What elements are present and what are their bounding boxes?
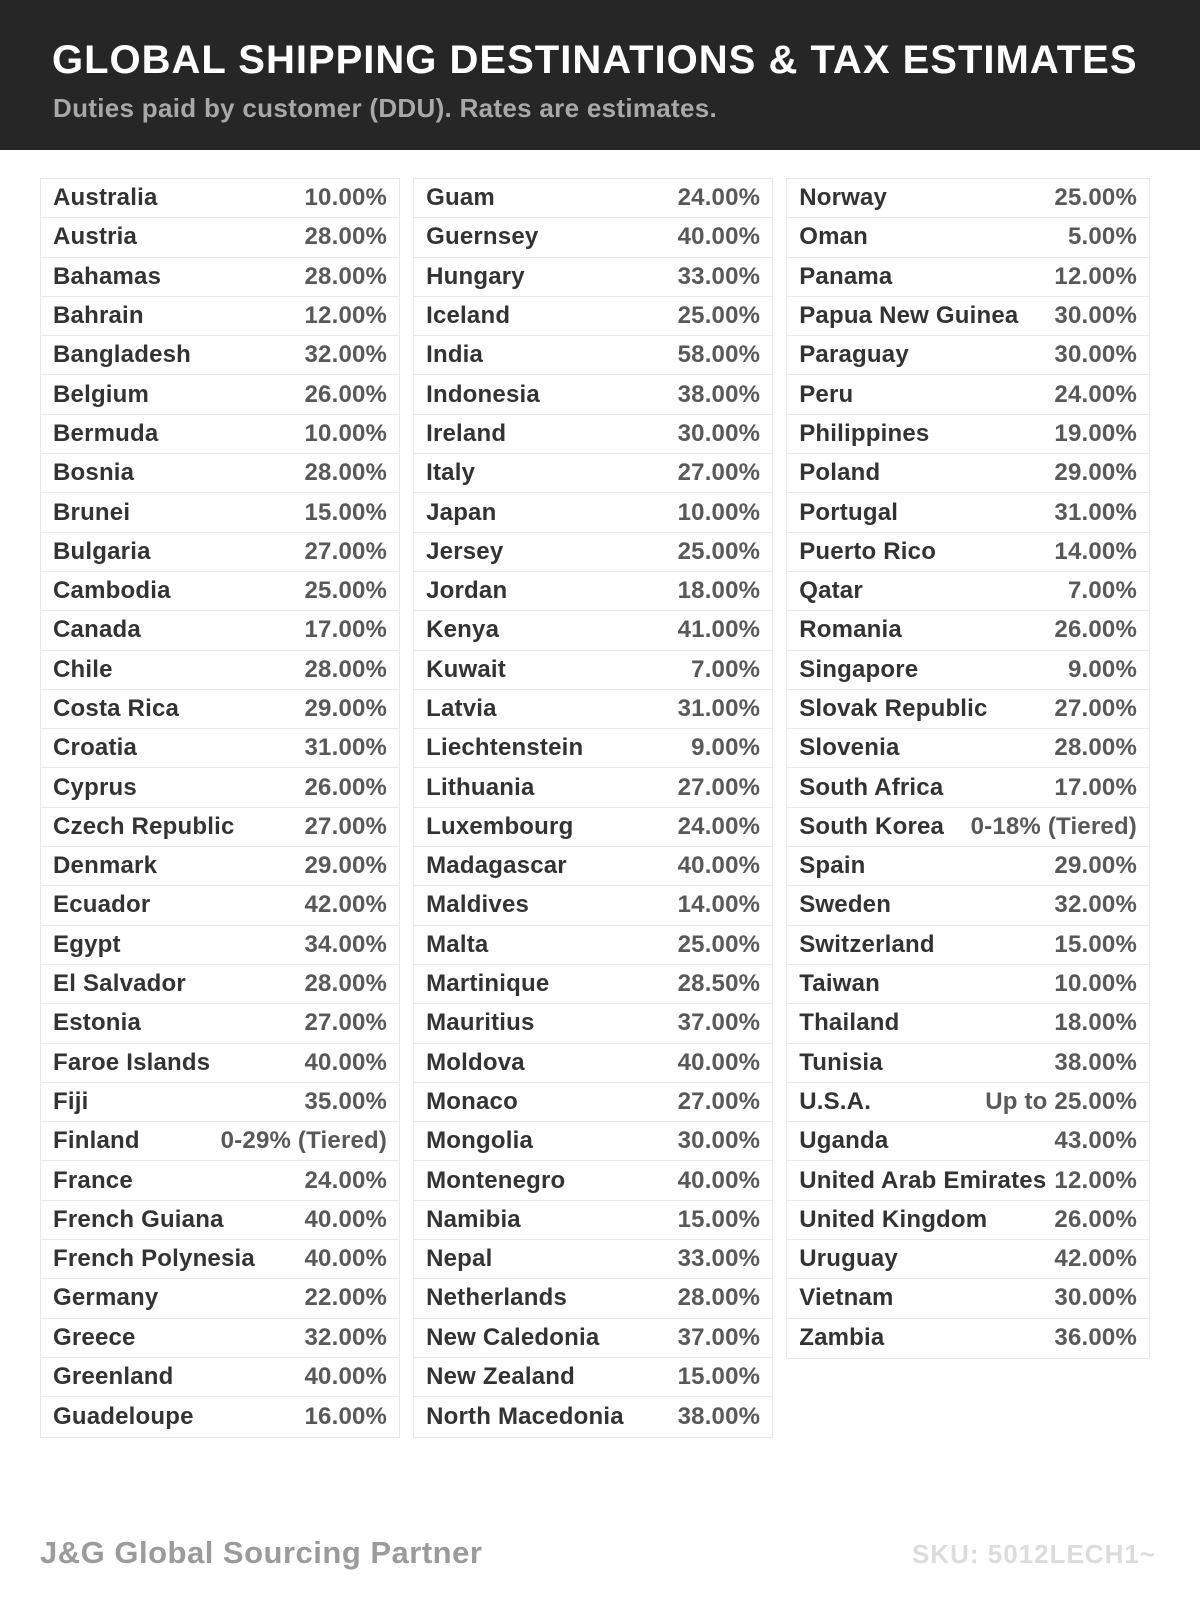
tax-rate: 32.00% bbox=[1054, 891, 1137, 919]
country-name: Greece bbox=[53, 1323, 136, 1351]
country-name: Poland bbox=[799, 459, 881, 487]
country-name: Ecuador bbox=[53, 891, 151, 919]
table-row bbox=[787, 611, 1149, 650]
tax-rate: 0-18% (Tiered) bbox=[970, 812, 1137, 840]
country-name: Estonia bbox=[53, 1009, 142, 1037]
table-row bbox=[41, 493, 399, 532]
country-name: Singapore bbox=[799, 655, 919, 683]
tax-rate: 16.00% bbox=[304, 1402, 388, 1430]
table-row bbox=[41, 375, 399, 414]
country-name: France bbox=[53, 1166, 133, 1194]
table-row bbox=[414, 375, 772, 414]
tax-rates-table bbox=[40, 178, 1150, 1438]
country-name: New Zealand bbox=[426, 1363, 576, 1391]
table-row bbox=[414, 297, 772, 336]
tax-rate: 58.00% bbox=[677, 341, 761, 369]
tax-rate: 29.00% bbox=[1054, 852, 1137, 880]
table-row bbox=[414, 729, 772, 768]
table-row bbox=[787, 651, 1149, 690]
country-name: South Korea bbox=[799, 812, 945, 840]
country-name: Uganda bbox=[799, 1127, 889, 1155]
table-row bbox=[787, 375, 1149, 414]
country-name: Malta bbox=[426, 930, 489, 958]
table-row bbox=[787, 1279, 1149, 1318]
tax-rate: 42.00% bbox=[304, 891, 388, 919]
table-row bbox=[414, 1240, 772, 1279]
tax-rate: 28.00% bbox=[304, 262, 388, 290]
tax-rate: 7.00% bbox=[1067, 577, 1137, 605]
tax-rate: 40.00% bbox=[304, 1048, 388, 1076]
tax-rate: 28.00% bbox=[304, 459, 388, 487]
country-name: Jersey bbox=[426, 537, 504, 565]
country-name: El Salvador bbox=[53, 970, 186, 998]
table-row bbox=[414, 179, 772, 218]
tax-rate: 31.00% bbox=[1054, 498, 1137, 526]
table-row bbox=[414, 847, 772, 886]
country-name: Liechtenstein bbox=[426, 734, 584, 762]
tax-rate: 14.00% bbox=[1054, 537, 1137, 565]
tax-rate: 28.00% bbox=[677, 1284, 761, 1312]
table-row bbox=[787, 297, 1149, 336]
table-row bbox=[787, 336, 1149, 375]
table-row bbox=[787, 258, 1149, 297]
tax-rate: 10.00% bbox=[1054, 970, 1137, 998]
country-name: Cambodia bbox=[53, 577, 171, 605]
tax-rate: 28.00% bbox=[1054, 734, 1137, 762]
table-row bbox=[414, 651, 772, 690]
table-row bbox=[787, 179, 1149, 218]
table-row bbox=[414, 1279, 772, 1318]
table-row bbox=[41, 611, 399, 650]
country-name: Ireland bbox=[426, 419, 507, 447]
tax-rate: 14.00% bbox=[677, 891, 761, 919]
rates-column-1 bbox=[40, 178, 400, 1438]
tax-rate: 40.00% bbox=[677, 852, 761, 880]
table-row bbox=[787, 965, 1149, 1004]
table-row bbox=[414, 1004, 772, 1043]
table-row bbox=[414, 1044, 772, 1083]
country-name: Bermuda bbox=[53, 419, 159, 447]
table-row bbox=[414, 1201, 772, 1240]
table-row bbox=[414, 572, 772, 611]
table-row bbox=[41, 808, 399, 847]
tax-rate: 28.50% bbox=[677, 970, 761, 998]
country-name: Tunisia bbox=[799, 1048, 883, 1076]
country-name: Philippines bbox=[799, 419, 930, 447]
page-footer bbox=[40, 1535, 1156, 1571]
table-row bbox=[41, 1358, 399, 1397]
table-row bbox=[787, 415, 1149, 454]
table-row bbox=[414, 768, 772, 807]
tax-rate: 0-29% (Tiered) bbox=[220, 1127, 388, 1155]
country-name: Faroe Islands bbox=[53, 1048, 211, 1076]
country-name: Kuwait bbox=[426, 655, 506, 683]
country-name: Bulgaria bbox=[53, 537, 151, 565]
tax-rate: 27.00% bbox=[677, 773, 761, 801]
table-row bbox=[41, 1083, 399, 1122]
table-row bbox=[787, 1319, 1149, 1358]
tax-rate: 37.00% bbox=[677, 1009, 761, 1037]
table-row bbox=[414, 533, 772, 572]
tax-rate: 31.00% bbox=[304, 734, 388, 762]
tax-rate: 25.00% bbox=[677, 302, 761, 330]
tax-rate: 33.00% bbox=[677, 1245, 761, 1273]
country-name: Montenegro bbox=[426, 1166, 566, 1194]
tax-rate: 29.00% bbox=[1054, 459, 1137, 487]
tax-rate: 30.00% bbox=[1054, 1284, 1137, 1312]
tax-rate: Up to 25.00% bbox=[985, 1087, 1137, 1115]
tax-rate: 10.00% bbox=[304, 184, 388, 212]
table-row bbox=[414, 336, 772, 375]
table-row bbox=[787, 1240, 1149, 1279]
table-row bbox=[41, 847, 399, 886]
table-row bbox=[41, 1397, 399, 1436]
table-row bbox=[41, 258, 399, 297]
country-name: Denmark bbox=[53, 852, 158, 880]
tax-rate: 37.00% bbox=[677, 1323, 761, 1351]
tax-rate: 24.00% bbox=[1054, 380, 1137, 408]
tax-rate: 43.00% bbox=[1054, 1127, 1137, 1155]
table-row bbox=[787, 1083, 1149, 1122]
tax-rate: 24.00% bbox=[304, 1166, 388, 1194]
table-row bbox=[414, 690, 772, 729]
table-row bbox=[414, 611, 772, 650]
country-name: Cyprus bbox=[53, 773, 137, 801]
country-name: Croatia bbox=[53, 734, 138, 762]
country-name: Costa Rica bbox=[53, 695, 180, 722]
tax-rate: 30.00% bbox=[677, 1127, 761, 1155]
table-row bbox=[787, 1044, 1149, 1083]
tax-rate: 40.00% bbox=[677, 1166, 761, 1194]
table-row bbox=[41, 1279, 399, 1318]
table-row bbox=[414, 1161, 772, 1200]
table-row bbox=[414, 1397, 772, 1436]
country-name: Romania bbox=[799, 616, 902, 644]
tax-rate: 10.00% bbox=[304, 419, 388, 447]
country-name: Kenya bbox=[426, 616, 500, 644]
country-name: Maldives bbox=[426, 891, 530, 919]
tax-rate: 27.00% bbox=[304, 1009, 388, 1037]
table-row bbox=[41, 297, 399, 336]
tax-rate: 40.00% bbox=[304, 1205, 388, 1233]
tax-rate: 34.00% bbox=[304, 930, 388, 958]
country-name: New Caledonia bbox=[426, 1323, 600, 1351]
country-name: Panama bbox=[799, 262, 893, 290]
table-row bbox=[41, 179, 399, 218]
tax-rate: 19.00% bbox=[1054, 419, 1137, 447]
tax-rate: 10.00% bbox=[677, 498, 761, 526]
tax-rate: 15.00% bbox=[1054, 930, 1137, 958]
country-name: Iceland bbox=[426, 302, 511, 330]
tax-rate: 18.00% bbox=[677, 577, 761, 605]
tax-rate: 28.00% bbox=[304, 970, 388, 998]
table-row bbox=[41, 1161, 399, 1200]
tax-rate: 26.00% bbox=[1054, 616, 1137, 644]
table-row bbox=[41, 1004, 399, 1043]
tax-rate: 42.00% bbox=[1054, 1245, 1137, 1273]
tax-rate: 28.00% bbox=[304, 223, 388, 251]
tax-rate: 36.00% bbox=[1054, 1324, 1137, 1352]
tax-rate: 29.00% bbox=[304, 695, 388, 722]
country-name: Finland bbox=[53, 1127, 140, 1155]
country-name: Nepal bbox=[426, 1245, 493, 1273]
table-row bbox=[414, 415, 772, 454]
tax-rate: 32.00% bbox=[304, 1323, 388, 1351]
country-name: Egypt bbox=[53, 930, 121, 958]
country-name: Uruguay bbox=[799, 1245, 898, 1273]
country-name: Guernsey bbox=[426, 223, 539, 251]
table-row bbox=[414, 808, 772, 847]
tax-rate: 27.00% bbox=[304, 537, 388, 565]
country-name: Qatar bbox=[799, 577, 863, 605]
table-row bbox=[787, 847, 1149, 886]
table-row bbox=[787, 454, 1149, 493]
country-name: Monaco bbox=[426, 1087, 518, 1115]
table-row bbox=[787, 533, 1149, 572]
country-name: South Africa bbox=[799, 773, 944, 801]
country-name: Taiwan bbox=[799, 970, 880, 998]
tax-rate: 12.00% bbox=[304, 302, 388, 330]
table-row bbox=[787, 729, 1149, 768]
table-row bbox=[414, 886, 772, 925]
tax-rate: 27.00% bbox=[677, 459, 761, 487]
table-row bbox=[414, 1122, 772, 1161]
table-row bbox=[414, 926, 772, 965]
tax-rate: 38.00% bbox=[677, 380, 761, 408]
country-name: Bosnia bbox=[53, 459, 135, 487]
country-name: Germany bbox=[53, 1284, 159, 1312]
table-row bbox=[41, 533, 399, 572]
tax-rate: 27.00% bbox=[304, 812, 388, 840]
country-name: French Guiana bbox=[53, 1205, 224, 1233]
table-row bbox=[414, 1358, 772, 1397]
tax-rate: 25.00% bbox=[677, 537, 761, 565]
country-name: French Polynesia bbox=[53, 1245, 255, 1273]
tax-rate: 40.00% bbox=[304, 1363, 388, 1391]
country-name: Paraguay bbox=[799, 341, 909, 369]
country-name: Thailand bbox=[799, 1009, 900, 1037]
tax-rate: 25.00% bbox=[1054, 184, 1137, 212]
tax-rate: 24.00% bbox=[677, 184, 761, 212]
table-row bbox=[414, 965, 772, 1004]
country-name: U.S.A. bbox=[799, 1087, 872, 1115]
tax-rate: 17.00% bbox=[1054, 773, 1137, 801]
country-name: India bbox=[426, 341, 484, 369]
country-name: Luxembourg bbox=[426, 812, 574, 840]
tax-rate: 9.00% bbox=[1067, 655, 1137, 683]
table-row bbox=[787, 926, 1149, 965]
table-row bbox=[41, 1240, 399, 1279]
table-row bbox=[787, 886, 1149, 925]
tax-rate: 31.00% bbox=[677, 695, 761, 722]
page-subtitle: Duties paid by customer (DDU). Rates are estimates. bbox=[53, 93, 718, 123]
table-row bbox=[41, 690, 399, 729]
table-row bbox=[414, 454, 772, 493]
tax-rate: 35.00% bbox=[304, 1087, 388, 1115]
country-name: Spain bbox=[799, 852, 866, 880]
country-name: Brunei bbox=[53, 498, 131, 526]
country-name: Bangladesh bbox=[53, 341, 192, 369]
country-name: Lithuania bbox=[426, 773, 535, 801]
table-row bbox=[787, 808, 1149, 847]
table-row bbox=[41, 1122, 399, 1161]
table-row bbox=[41, 415, 399, 454]
table-row bbox=[787, 493, 1149, 532]
country-name: Zambia bbox=[799, 1324, 885, 1352]
country-name: Oman bbox=[799, 223, 869, 251]
country-name: North Macedonia bbox=[426, 1402, 624, 1430]
table-row bbox=[414, 258, 772, 297]
table-row bbox=[41, 965, 399, 1004]
table-row bbox=[787, 1122, 1149, 1161]
tax-rate: 5.00% bbox=[1067, 223, 1137, 251]
country-name: Papua New Guinea bbox=[799, 302, 1019, 330]
country-name: Netherlands bbox=[426, 1284, 567, 1312]
tax-rate: 22.00% bbox=[304, 1284, 388, 1312]
tax-rate: 9.00% bbox=[691, 734, 761, 762]
country-name: Fiji bbox=[53, 1087, 89, 1115]
sku-text: SKU: 5012LECH1~ bbox=[911, 1539, 1156, 1569]
tax-rate: 26.00% bbox=[304, 773, 388, 801]
country-name: Japan bbox=[426, 498, 497, 526]
country-name: Hungary bbox=[426, 262, 525, 290]
page-header bbox=[0, 0, 1200, 150]
tax-rate: 29.00% bbox=[304, 852, 388, 880]
rates-column-2 bbox=[413, 178, 773, 1438]
country-name: Portugal bbox=[799, 498, 899, 526]
country-name: Chile bbox=[53, 655, 113, 683]
tax-rate: 18.00% bbox=[1054, 1009, 1137, 1037]
country-name: Czech Republic bbox=[53, 812, 235, 840]
tax-rate: 28.00% bbox=[304, 655, 388, 683]
tax-rate: 38.00% bbox=[677, 1402, 761, 1430]
country-name: Guam bbox=[426, 184, 495, 212]
table-row bbox=[787, 572, 1149, 611]
country-name: Bahrain bbox=[53, 302, 144, 330]
country-name: Indonesia bbox=[426, 380, 540, 408]
table-row bbox=[414, 1319, 772, 1358]
tax-rate: 15.00% bbox=[677, 1205, 761, 1233]
table-row bbox=[787, 1004, 1149, 1043]
country-name: Slovenia bbox=[799, 734, 900, 762]
tax-rate: 41.00% bbox=[677, 616, 761, 644]
tax-rate: 15.00% bbox=[677, 1363, 761, 1391]
tax-rate: 40.00% bbox=[677, 223, 761, 251]
table-row bbox=[41, 218, 399, 257]
country-name: Moldova bbox=[426, 1048, 525, 1076]
table-row bbox=[41, 336, 399, 375]
country-name: Madagascar bbox=[426, 852, 567, 880]
country-name: Greenland bbox=[53, 1363, 174, 1391]
country-name: Slovak Republic bbox=[799, 695, 988, 722]
country-name: Sweden bbox=[799, 891, 892, 919]
tax-rate: 25.00% bbox=[304, 577, 388, 605]
table-row bbox=[41, 886, 399, 925]
table-row bbox=[414, 1083, 772, 1122]
page-title: GLOBAL SHIPPING DESTINATIONS & TAX ESTIMATES bbox=[52, 38, 1138, 82]
tax-rate: 30.00% bbox=[677, 419, 761, 447]
table-row bbox=[414, 218, 772, 257]
country-name: Guadeloupe bbox=[53, 1402, 194, 1430]
country-name: Martinique bbox=[426, 970, 550, 998]
country-name: Canada bbox=[53, 616, 141, 644]
tax-rate: 7.00% bbox=[691, 655, 761, 683]
country-name: Austria bbox=[53, 223, 138, 251]
country-name: United Arab Emirates bbox=[799, 1166, 1047, 1194]
table-row bbox=[41, 1319, 399, 1358]
tax-rate: 30.00% bbox=[1054, 302, 1137, 330]
country-name: Latvia bbox=[426, 695, 497, 722]
country-name: Italy bbox=[426, 459, 476, 487]
tax-rate: 12.00% bbox=[1054, 262, 1137, 290]
tax-rate: 27.00% bbox=[677, 1087, 761, 1115]
table-row bbox=[41, 454, 399, 493]
country-name: Vietnam bbox=[799, 1284, 894, 1312]
country-name: Switzerland bbox=[799, 930, 935, 958]
tax-rate: 26.00% bbox=[304, 380, 388, 408]
country-name: United Kingdom bbox=[799, 1205, 988, 1233]
table-row bbox=[787, 1161, 1149, 1200]
tax-rate: 40.00% bbox=[677, 1048, 761, 1076]
country-name: Norway bbox=[799, 184, 888, 212]
tax-rate: 15.00% bbox=[304, 498, 388, 526]
country-name: Australia bbox=[53, 184, 158, 212]
tax-rate: 33.00% bbox=[677, 262, 761, 290]
table-row bbox=[41, 768, 399, 807]
tax-rate: 25.00% bbox=[677, 930, 761, 958]
table-row bbox=[41, 572, 399, 611]
country-name: Jordan bbox=[426, 577, 508, 605]
tax-rate: 17.00% bbox=[304, 616, 388, 644]
country-name: Peru bbox=[799, 380, 854, 408]
tax-rate: 26.00% bbox=[1054, 1205, 1137, 1233]
table-row bbox=[787, 768, 1149, 807]
tax-rate: 30.00% bbox=[1054, 341, 1137, 369]
table-row bbox=[41, 1201, 399, 1240]
table-row bbox=[787, 690, 1149, 729]
tax-rate: 38.00% bbox=[1054, 1048, 1137, 1076]
country-name: Mongolia bbox=[426, 1127, 534, 1155]
table-row bbox=[41, 729, 399, 768]
table-row bbox=[787, 1201, 1149, 1240]
tax-rate: 27.00% bbox=[1054, 695, 1137, 722]
country-name: Belgium bbox=[53, 380, 150, 408]
tax-rate: 12.00% bbox=[1054, 1166, 1137, 1194]
tax-rate: 32.00% bbox=[304, 341, 388, 369]
table-row bbox=[41, 1044, 399, 1083]
tax-rate: 24.00% bbox=[677, 812, 761, 840]
rates-column-3 bbox=[786, 178, 1150, 1359]
table-row bbox=[41, 651, 399, 690]
country-name: Bahamas bbox=[53, 262, 162, 290]
tax-rate: 40.00% bbox=[304, 1245, 388, 1273]
country-name: Mauritius bbox=[426, 1009, 535, 1037]
table-row bbox=[414, 493, 772, 532]
table-row bbox=[787, 218, 1149, 257]
table-row bbox=[41, 926, 399, 965]
brand-text: J&G Global Sourcing Partner bbox=[40, 1535, 483, 1570]
country-name: Puerto Rico bbox=[799, 537, 937, 565]
country-name: Namibia bbox=[426, 1205, 521, 1233]
